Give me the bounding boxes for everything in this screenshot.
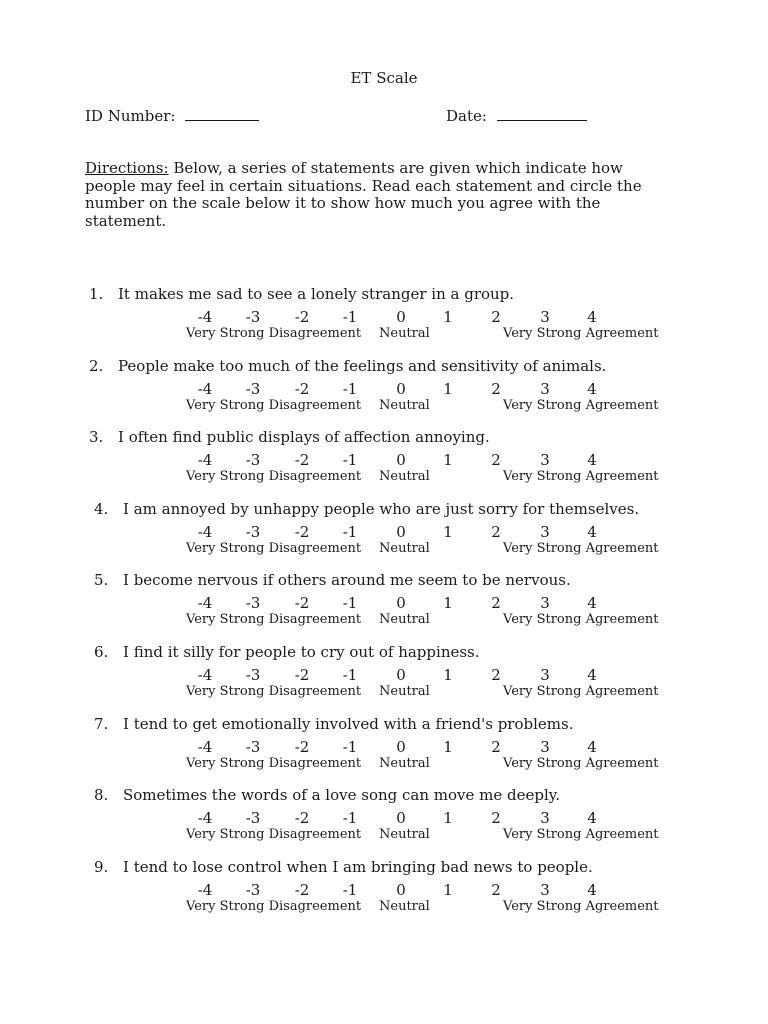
scale-option[interactable]: -1 xyxy=(342,737,358,756)
question-item xyxy=(0,643,768,705)
scale-option[interactable]: 1 xyxy=(443,809,453,828)
question-number: 1. xyxy=(89,285,104,303)
scale-option[interactable]: 1 xyxy=(443,451,453,470)
scale-option[interactable]: 3 xyxy=(540,737,550,756)
scale-option[interactable]: 0 xyxy=(396,880,406,899)
scale-option[interactable]: -3 xyxy=(245,666,261,684)
id-number-label: ID Number: xyxy=(85,107,176,125)
question-text: I tend to get emotionally involved with a friend's problems. xyxy=(123,714,574,733)
scale-option[interactable]: 4 xyxy=(587,666,597,684)
question-statement xyxy=(94,715,573,733)
question-number: 3. xyxy=(89,428,104,447)
id-number-blank[interactable] xyxy=(185,106,259,121)
scale-left-label: Very Strong Disagreement xyxy=(186,827,362,843)
rating-scale xyxy=(0,594,768,612)
scale-anchor-labels xyxy=(0,612,768,628)
rating-scale xyxy=(0,380,768,398)
scale-left-label: Very Strong Disagreement xyxy=(186,397,362,413)
scale-option[interactable]: 1 xyxy=(443,308,453,326)
scale-option[interactable]: -2 xyxy=(294,880,310,899)
scale-option[interactable]: -4 xyxy=(197,880,213,899)
scale-option[interactable]: 3 xyxy=(540,594,550,613)
scale-option[interactable]: -1 xyxy=(342,451,358,470)
scale-middle-label: Neutral xyxy=(379,540,430,556)
scale-option[interactable]: 0 xyxy=(396,594,406,613)
scale-anchor-labels xyxy=(0,326,768,342)
scale-option[interactable]: 1 xyxy=(443,594,453,613)
scale-middle-label: Neutral xyxy=(379,684,430,699)
scale-right-label: Very Strong Agreement xyxy=(503,540,659,556)
scale-option[interactable]: 4 xyxy=(587,308,597,326)
scale-middle-label: Neutral xyxy=(379,397,430,413)
scale-option[interactable]: 2 xyxy=(491,809,501,828)
scale-option[interactable]: 3 xyxy=(540,451,550,470)
scale-left-label: Very Strong Disagreement xyxy=(186,326,362,341)
scale-option[interactable]: 3 xyxy=(540,809,550,828)
scale-option[interactable]: 3 xyxy=(540,308,550,326)
scale-option[interactable]: -4 xyxy=(197,737,213,756)
date-field xyxy=(446,106,587,125)
question-text: I often find public displays of affection annoying. xyxy=(118,428,490,447)
question-statement xyxy=(89,428,490,446)
question-text: I find it silly for people to cry out of happiness. xyxy=(123,643,480,661)
scale-option[interactable]: -3 xyxy=(245,737,261,756)
scale-option[interactable]: 2 xyxy=(491,451,501,470)
question-item xyxy=(0,500,768,562)
scale-option[interactable]: 2 xyxy=(491,379,501,398)
scale-option[interactable]: 4 xyxy=(587,522,597,541)
scale-option[interactable]: 0 xyxy=(396,451,406,470)
scale-option[interactable]: 1 xyxy=(443,379,453,398)
scale-option[interactable]: 2 xyxy=(491,594,501,613)
scale-option[interactable]: 3 xyxy=(540,522,550,541)
id-number-field xyxy=(85,106,259,125)
scale-middle-label: Neutral xyxy=(379,755,430,771)
scale-option[interactable]: 2 xyxy=(491,666,501,684)
scale-middle-label: Neutral xyxy=(379,612,430,628)
scale-left-label: Very Strong Disagreement xyxy=(186,898,362,914)
scale-left-label: Very Strong Disagreement xyxy=(186,612,362,628)
scale-right-label: Very Strong Agreement xyxy=(503,755,659,771)
directions-text: Below, a series of statements are given which indicate how people may feel in certain situations. Read each statement and circle the number on the scale below it to show how much you agree with the statement. xyxy=(85,159,642,230)
scale-option[interactable]: 4 xyxy=(587,451,597,470)
scale-option[interactable]: 1 xyxy=(443,737,453,756)
scale-left-label: Very Strong Disagreement xyxy=(186,755,362,771)
date-label: Date: xyxy=(446,107,487,125)
scale-option[interactable]: 1 xyxy=(443,522,453,541)
scale-option[interactable]: 4 xyxy=(587,809,597,828)
scale-left-label: Very Strong Disagreement xyxy=(186,469,362,485)
scale-option[interactable]: -4 xyxy=(197,594,213,613)
question-statement xyxy=(89,285,514,303)
scale-option[interactable]: -4 xyxy=(197,522,213,541)
scale-option[interactable]: 0 xyxy=(396,809,406,828)
question-item xyxy=(0,571,768,633)
scale-anchor-labels xyxy=(0,899,768,915)
scale-option[interactable]: -1 xyxy=(342,809,358,828)
question-statement xyxy=(94,500,639,518)
scale-option[interactable]: 4 xyxy=(587,737,597,756)
rating-scale xyxy=(0,809,768,827)
question-statement xyxy=(89,357,606,375)
scale-option[interactable]: -4 xyxy=(197,809,213,828)
question-text: I become nervous if others around me seem to be nervous. xyxy=(123,571,571,590)
scale-middle-label: Neutral xyxy=(379,469,430,485)
scale-anchor-labels xyxy=(0,756,768,772)
question-item xyxy=(0,285,768,347)
scale-option[interactable]: 0 xyxy=(396,666,406,684)
date-blank[interactable] xyxy=(497,106,587,121)
question-number: 9. xyxy=(94,857,109,876)
scale-option[interactable]: -3 xyxy=(245,451,261,470)
scale-option[interactable]: -1 xyxy=(342,522,358,541)
scale-option[interactable]: -4 xyxy=(197,379,213,398)
scale-option[interactable]: 0 xyxy=(396,308,406,326)
scale-option[interactable]: 3 xyxy=(540,666,550,684)
scale-option[interactable]: -2 xyxy=(294,594,310,613)
scale-option[interactable]: -3 xyxy=(245,308,261,326)
question-text: It makes me sad to see a lonely stranger in a group. xyxy=(118,285,515,303)
scale-option[interactable]: -3 xyxy=(245,880,261,899)
scale-anchor-labels xyxy=(0,827,768,843)
question-number: 2. xyxy=(89,356,104,375)
scale-option[interactable]: 0 xyxy=(396,379,406,398)
scale-option[interactable]: 2 xyxy=(491,522,501,541)
scale-option[interactable]: 2 xyxy=(491,880,501,899)
question-number: 4. xyxy=(94,499,109,518)
scale-option[interactable]: -2 xyxy=(294,451,310,470)
directions-label: Directions: xyxy=(85,159,169,177)
scale-anchor-labels xyxy=(0,684,768,700)
scale-option[interactable]: 3 xyxy=(540,880,550,899)
scale-option[interactable]: 3 xyxy=(540,379,550,398)
scale-option[interactable]: 1 xyxy=(443,666,453,684)
scale-option[interactable]: -4 xyxy=(197,666,213,684)
scale-right-label: Very Strong Agreement xyxy=(503,898,659,914)
rating-scale xyxy=(0,523,768,541)
question-text: People make too much of the feelings and sensitivity of animals. xyxy=(118,356,607,375)
scale-option[interactable]: -2 xyxy=(294,809,310,828)
scale-right-label: Very Strong Agreement xyxy=(503,612,659,628)
scale-option[interactable]: -3 xyxy=(245,594,261,613)
scale-option[interactable]: -1 xyxy=(342,880,358,899)
scale-option[interactable]: -4 xyxy=(197,451,213,470)
scale-right-label: Very Strong Agreement xyxy=(503,469,659,485)
question-text: Sometimes the words of a love song can move me deeply. xyxy=(123,786,561,805)
question-item xyxy=(0,858,768,920)
page-title: ET Scale xyxy=(350,69,418,87)
scale-anchor-labels xyxy=(0,398,768,414)
scale-option[interactable]: -3 xyxy=(245,809,261,828)
question-statement xyxy=(94,571,571,589)
question-text: I tend to lose control when I am bringing bad news to people. xyxy=(123,857,593,876)
rating-scale xyxy=(0,451,768,469)
question-item xyxy=(0,715,768,777)
scale-option[interactable]: 4 xyxy=(587,594,597,613)
rating-scale xyxy=(0,308,768,326)
rating-scale xyxy=(0,666,768,684)
scale-option[interactable]: -4 xyxy=(197,308,213,326)
scale-option[interactable]: 1 xyxy=(443,880,453,899)
scale-middle-label: Neutral xyxy=(379,326,430,341)
scale-option[interactable]: 0 xyxy=(396,522,406,541)
scale-anchor-labels xyxy=(0,469,768,485)
scale-right-label: Very Strong Agreement xyxy=(503,397,659,413)
question-statement xyxy=(94,786,560,804)
scale-option[interactable]: 4 xyxy=(587,880,597,899)
scale-option[interactable]: -2 xyxy=(294,522,310,541)
scale-option[interactable]: -1 xyxy=(342,308,358,326)
scale-option[interactable]: -1 xyxy=(342,666,358,684)
scale-option[interactable]: -2 xyxy=(294,379,310,398)
rating-scale xyxy=(0,881,768,899)
question-number: 6. xyxy=(94,643,109,661)
scale-middle-label: Neutral xyxy=(379,898,430,914)
scale-option[interactable]: 2 xyxy=(491,308,501,326)
scale-right-label: Very Strong Agreement xyxy=(503,326,659,341)
question-number: 5. xyxy=(94,571,109,590)
question-statement xyxy=(94,643,480,661)
scale-left-label: Very Strong Disagreement xyxy=(186,540,362,556)
question-item xyxy=(0,357,768,419)
scale-option[interactable]: -3 xyxy=(245,379,261,398)
scale-option[interactable]: -3 xyxy=(245,522,261,541)
question-item xyxy=(0,428,768,490)
question-statement xyxy=(94,858,593,876)
scale-anchor-labels xyxy=(0,541,768,557)
scale-option[interactable]: -2 xyxy=(294,737,310,756)
scale-option[interactable]: 4 xyxy=(587,379,597,398)
scale-option[interactable]: 2 xyxy=(491,737,501,756)
rating-scale xyxy=(0,738,768,756)
scale-option[interactable]: -1 xyxy=(342,379,358,398)
question-text: I am annoyed by unhappy people who are just sorry for themselves. xyxy=(123,499,640,518)
directions-paragraph xyxy=(85,160,675,230)
question-number: 8. xyxy=(94,786,109,805)
scale-middle-label: Neutral xyxy=(379,827,430,843)
scale-option[interactable]: -2 xyxy=(294,666,310,684)
scale-right-label: Very Strong Agreement xyxy=(503,827,659,843)
question-number: 7. xyxy=(94,714,109,733)
scale-option[interactable]: 0 xyxy=(396,737,406,756)
scale-option[interactable]: -2 xyxy=(294,308,310,326)
scale-option[interactable]: -1 xyxy=(342,594,358,613)
scale-right-label: Very Strong Agreement xyxy=(503,684,659,699)
scale-left-label: Very Strong Disagreement xyxy=(186,684,362,699)
question-item xyxy=(0,786,768,848)
